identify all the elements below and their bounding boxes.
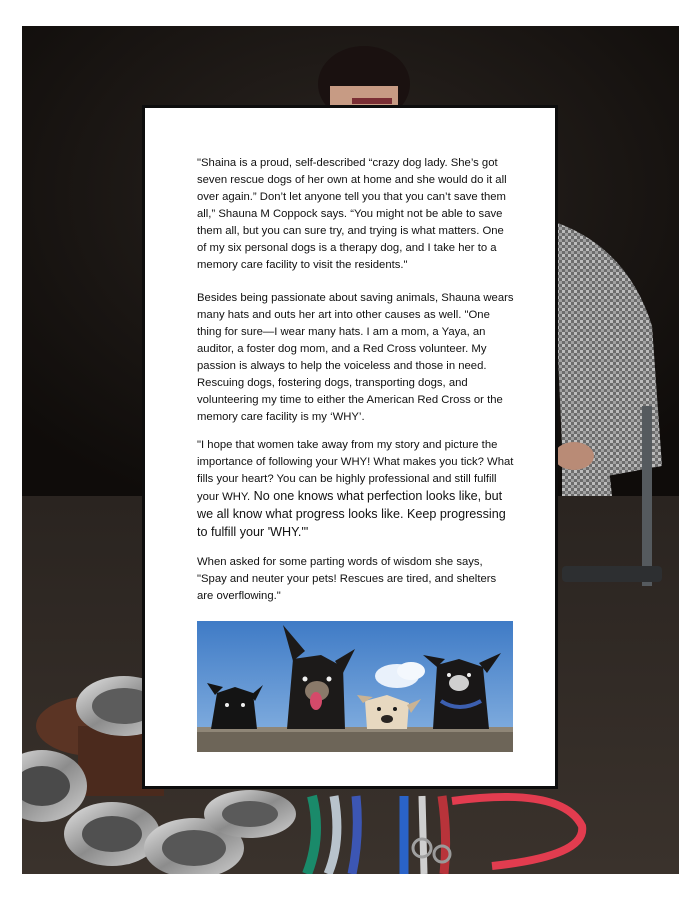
article-paragraph-3: [197, 437, 515, 542]
article-paragraph-3-end: No one knows what perfection looks like, but we all know what progress looks like. Keep progressing to fulfill your 'WHY.'": [197, 489, 506, 539]
article-paragraph-1: "Shaina is a proud, self-described “crazy dog lady. She’s got seven rescue dogs of her own at home and she would do it all over again.” Don’t let anyone tell you that you can’t save them all,” Shauna M Coppock says. “You might not be able to save them all, but you can sure try, and trying is what matters. One of my six personal dogs is a therapy dog, and I take her to a memory care facility to visit the residents.": [197, 157, 507, 271]
dog-photo-art: [197, 621, 513, 752]
dog-photo: [197, 621, 513, 752]
article-paragraph-2: Besides being passionate about saving animals, Shauna wears many hats and outs her art into other causes as well. "One thing for sure—I wear many hats. I am a mom, a Yaya, an auditor, a foster dog mom, and a Red Cross volunteer. My passion is always to help the voiceless and those in need. Rescuing dogs, fostering dogs, transporting dogs, and volunteering my time to either the American Red Cross or the memory care facility is my ‘WHY’.: [197, 292, 514, 423]
article-paragraph-4: When asked for some parting words of wisdom she says, "Spay and neuter your pets! Rescues are tired, and shelters are overflowing.": [197, 556, 497, 602]
article-paragraph-3-start: "I hope that women take away from my story and picture the importance of following your WHY! What makes you tick? What fills your heart? You can be highly professional and still fulfill your WHY.: [197, 439, 514, 503]
article-panel: [142, 105, 558, 789]
